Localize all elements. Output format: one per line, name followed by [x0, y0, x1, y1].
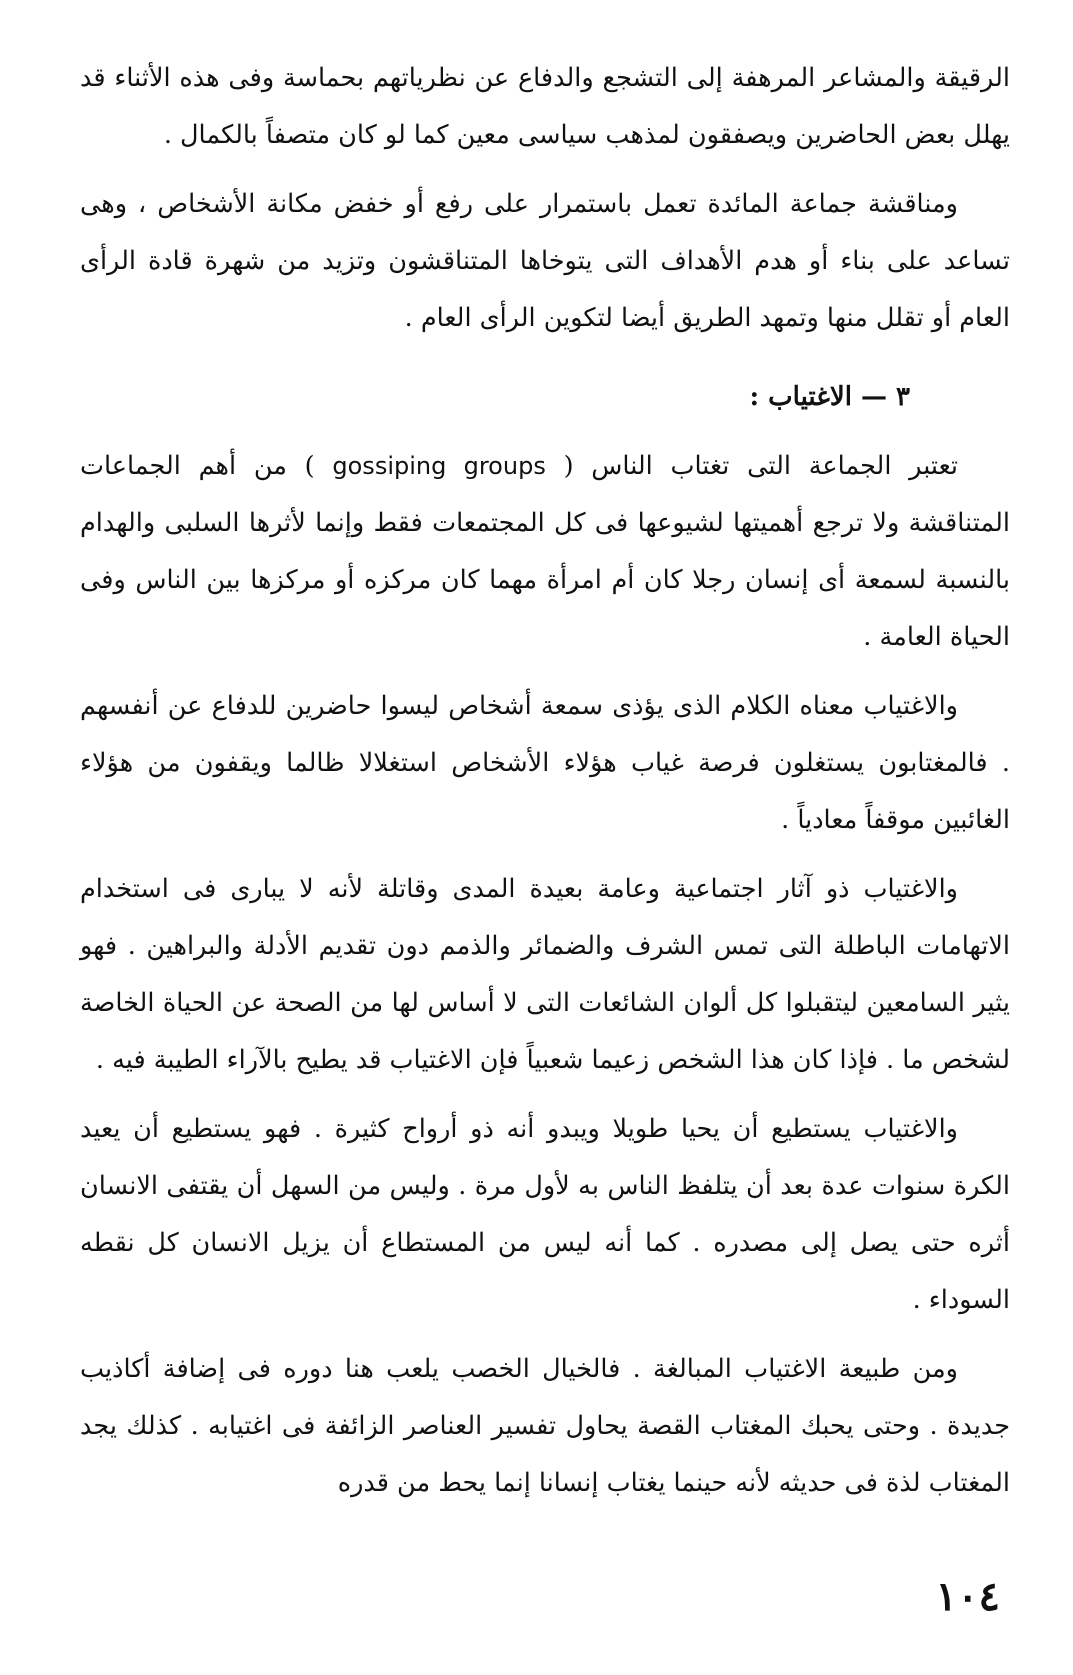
- page-number: ١٠٤: [935, 1573, 1000, 1620]
- section-spacer: [80, 347, 1010, 369]
- paragraph-gossip-groups: [80, 438, 1010, 666]
- section-spacer: [80, 426, 1010, 438]
- paragraph-spacer: [80, 1329, 1010, 1341]
- paragraph-gossip-exaggeration: ومن طبيعة الاغتياب المبالغة . فالخيال الخصب يلعب هنا دوره فى إضافة أكاذيب جديدة . وحتى يحبك المغتاب القصة يحاول تفسير العناصر الزائفة فى اغتيابه . كذلك يجد المغتاب لذة فى حديثه لأنه حينما يغتاب إنسانا إنما يحط من قدره: [80, 1354, 1010, 1498]
- paragraph-text-before: تعتبر الجماعة التى تغتاب الناس (: [563, 451, 959, 481]
- paragraph-table-discussion: ومناقشة جماعة المائدة تعمل باستمرار على رفع أو خفض مكانة الأشخاص ، وهى تساعد على بناء أو هدم الأهداف التى يتوخاها المتناقشون وتزيد من شهرة قادة الرأى العام أو تقلل منها وتمهد الطريق أيضا لتكوين الرأى العام .: [80, 189, 1010, 333]
- paragraph-gossip-meaning: والاغتياب معناه الكلام الذى يؤذى سمعة أشخاص ليسوا حاضرين للدفاع عن أنفسهم . فالمغتابون يستغلون فرصة غياب هؤلاء الأشخاص استغلالا ظالما ويقفون من هؤلاء الغائبين موقفاً معادياً .: [80, 691, 1010, 835]
- section-heading: ٣ — الاغتياب :: [749, 382, 910, 412]
- paragraph-spacer: [80, 666, 1010, 678]
- paragraph-spacer: [80, 164, 1010, 176]
- document-page: [80, 50, 1010, 1630]
- paragraph-continued: الرقيقة والمشاعر المرهفة إلى التشجع والدفاع عن نظرياتهم بحماسة وفى هذه الأثناء قد يهلل بعض الحاضرين ويصفقون لمذهب سياسى معين كما لو كان متصفاً بالكمال .: [80, 63, 1010, 150]
- paragraph-gossip-longevity: والاغتياب يستطيع أن يحيا طويلا ويبدو أنه ذو أرواح كثيرة . فهو يستطيع أن يعيد الكرة سنوات عدة بعد أن يتلفظ الناس به لأول مرة . وليس من السهل أن يقتفى الانسان أثره حتى يصل إلى مصدره . كما أنه ليس من المستطاع أن يزيل الانسان كل نقطه السوداء .: [80, 1114, 1010, 1315]
- paragraph-spacer: [80, 849, 1010, 861]
- paragraph-spacer: [80, 1089, 1010, 1101]
- latin-term: gossiping groups: [332, 452, 546, 480]
- paragraph-gossip-effects: والاغتياب ذو آثار اجتماعية وعامة بعيدة المدى وقاتلة لأنه لا يبارى فى استخدام الاتهامات الباطلة التى تمس الشرف والضمائر والذمم دون تقديم الأدلة والبراهين . فهو يثير السامعين ليتقبلوا كل ألوان الشائعات التى لا أساس لها من الصحة عن الحياة الخاصة لشخص ما . فإذا كان هذا الشخص زعيما شعبياً فإن الاغتياب قد يطيح بالآراء الطيبة فيه .: [80, 874, 1010, 1075]
- paragraph-text-after: ) من أهم الجماعات المتناقشة ولا ترجع أهميتها لشيوعها فى كل المجتمعات فقط وإنما لأثرها السلبى والهدام بالنسبة لسمعة أى إنسان رجلا كان أم امرأة مهما كان مركزه أو مركزها بين الناس وفى الحياة العامة .: [80, 451, 1010, 652]
